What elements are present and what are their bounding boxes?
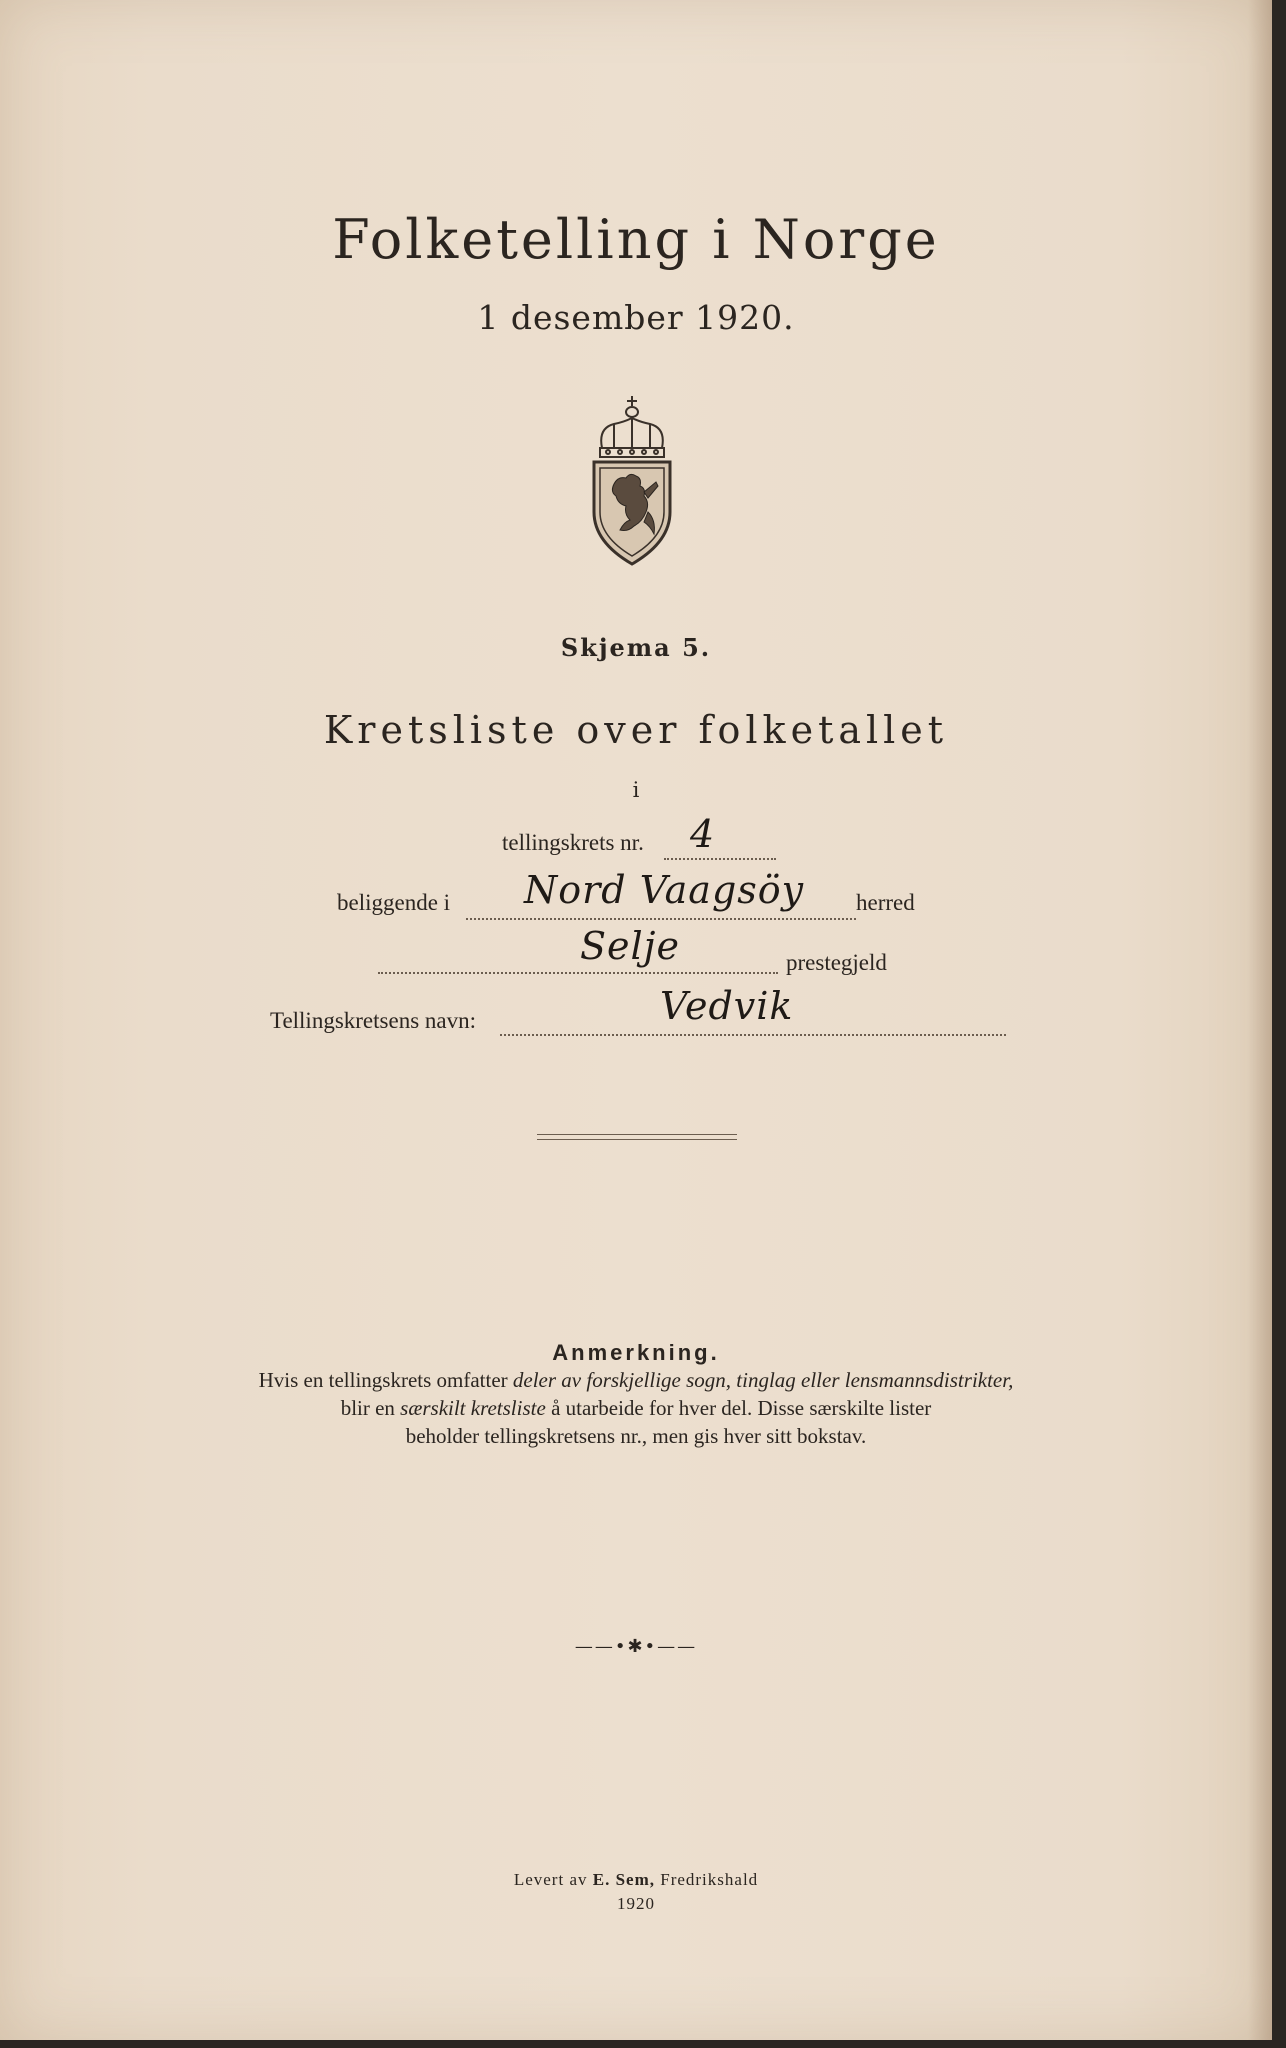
note-line-3: beholder tellingskretsens nr., men gis hver sitt bokstav. bbox=[405, 1424, 867, 1448]
krets-name-value: Vedvik bbox=[660, 984, 794, 1028]
herred-value: Nord Vaagsöy bbox=[524, 868, 805, 912]
note-line-1 bbox=[200, 1366, 1072, 1394]
document-date: 1 desember 1920. bbox=[477, 298, 795, 337]
printer-name: E. Sem, bbox=[592, 1870, 655, 1889]
note-title: Anmerkning. bbox=[552, 1340, 720, 1365]
printer-year: 1920 bbox=[617, 1894, 655, 1913]
note-line-2-text-a: blir en bbox=[340, 1396, 401, 1420]
krets-number-value: 4 bbox=[690, 812, 716, 856]
norwegian-coat-of-arms-icon bbox=[584, 392, 680, 568]
preposition-label: i bbox=[632, 778, 640, 802]
document-title: Folketelling i Norge bbox=[332, 208, 940, 271]
section-divider bbox=[537, 1134, 737, 1140]
note-line-1-emphasis: deler av forskjellige sogn, tinglag eller lensmannsdistrikter, bbox=[512, 1368, 1014, 1392]
note-line-1-text: Hvis en tellingskrets omfatter bbox=[258, 1368, 513, 1392]
note-line-2-emphasis: særskilt kretsliste bbox=[400, 1396, 546, 1420]
schema-number: Skjema 5. bbox=[560, 633, 712, 662]
krets-name-label: Tellingskretsens navn: bbox=[270, 1008, 476, 1033]
prestegjeld-field[interactable] bbox=[378, 938, 778, 974]
krets-number-label: tellingskrets nr. bbox=[502, 830, 644, 855]
ornament-divider: ——•✱•—— bbox=[574, 1636, 698, 1657]
prestegjeld-label: prestegjeld bbox=[786, 950, 887, 975]
note-line-2 bbox=[200, 1394, 1072, 1422]
form-heading: Kretsliste over folketallet bbox=[323, 708, 949, 752]
printer-prefix: Levert av bbox=[513, 1870, 593, 1889]
note-text bbox=[200, 1366, 1072, 1450]
printer-place: Fredrikshald bbox=[654, 1870, 759, 1889]
prestegjeld-value: Selje bbox=[580, 924, 680, 968]
beliggende-label: beliggende i bbox=[337, 890, 451, 915]
krets-number-field[interactable] bbox=[664, 824, 776, 860]
printer-credit bbox=[0, 1870, 1272, 1890]
note-line-2-text-b: å utarbeide for hver del. Disse særskilte lister bbox=[545, 1396, 932, 1420]
herred-label: herred bbox=[856, 890, 915, 915]
